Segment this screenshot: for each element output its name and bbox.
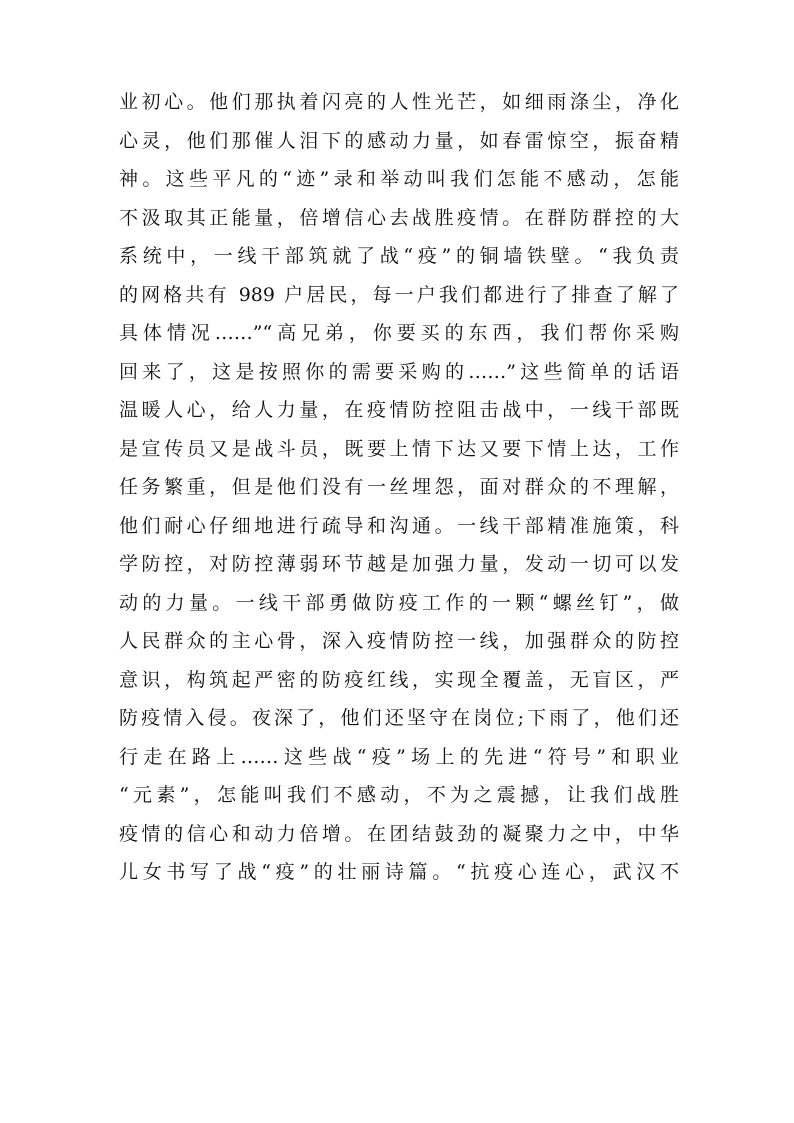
- text-line: 疫情的信心和动力倍增。在团结鼓劲的凝聚力之中，中华: [119, 822, 679, 845]
- text-line: 不汲取其正能量，倍增信心去战胜疫情。在群防群控的大: [119, 206, 679, 229]
- text-line: 温暖人心，给人力量，在疫情防控阻击战中，一线干部既: [119, 399, 679, 421]
- text-line: 系统中，一线干部筑就了战“疫”的铜墙铁壁。“我负责: [119, 245, 679, 267]
- text-line: 人民群众的主心骨，深入疫情防控一线，加强群众的防控: [119, 630, 679, 652]
- text-line: 意识，构筑起严密的防疫红线，实现全覆盖，无盲区，严: [119, 668, 679, 691]
- text-line: 心灵，他们那催人泪下的感动力量，如春雷惊空，振奋精: [119, 129, 679, 152]
- text-line: 回来了，这是按照你的需要采购的……”这些简单的话语: [119, 360, 679, 383]
- body-text: [119, 83, 679, 892]
- text-line: 行走在路上……这些战“疫”场上的先进“符号”和职业: [119, 745, 679, 768]
- text-line: 他们耐心仔细地进行疏导和沟通。一线干部精准施策，科: [119, 514, 679, 537]
- text-line: 学防控，对防控薄弱环节越是加强力量，发动一切可以发: [119, 553, 679, 575]
- text-line: 是宣传员又是战斗员，既要上情下达又要下情上达，工作: [119, 437, 679, 460]
- text-line: 的网格共有 989 户居民，每一户我们都进行了排查了解了: [119, 283, 679, 306]
- text-line: 任务繁重，但是他们没有一丝埋怨，面对群众的不理解，: [119, 476, 679, 498]
- text-line: “元素”，怎能叫我们不感动，不为之震撼，让我们战胜: [119, 784, 679, 806]
- text-line: 具体情况……”“高兄弟，你要买的东西，我们帮你采购: [119, 322, 679, 344]
- text-line: 防疫情入侵。夜深了，他们还坚守在岗位;下雨了，他们还: [119, 707, 679, 729]
- text-line: 神。这些平凡的“迹”录和举动叫我们怎能不感动，怎能: [119, 168, 679, 190]
- text-line: 儿女书写了战“疫”的壮丽诗篇。“抗疫心连心，武汉不: [119, 861, 679, 883]
- text-line: 动的力量。一线干部勇做防疫工作的一颗“螺丝钉”，做: [119, 591, 679, 614]
- text-line: 业初心。他们那执着闪亮的人性光芒，如细雨涤尘，净化: [119, 91, 679, 113]
